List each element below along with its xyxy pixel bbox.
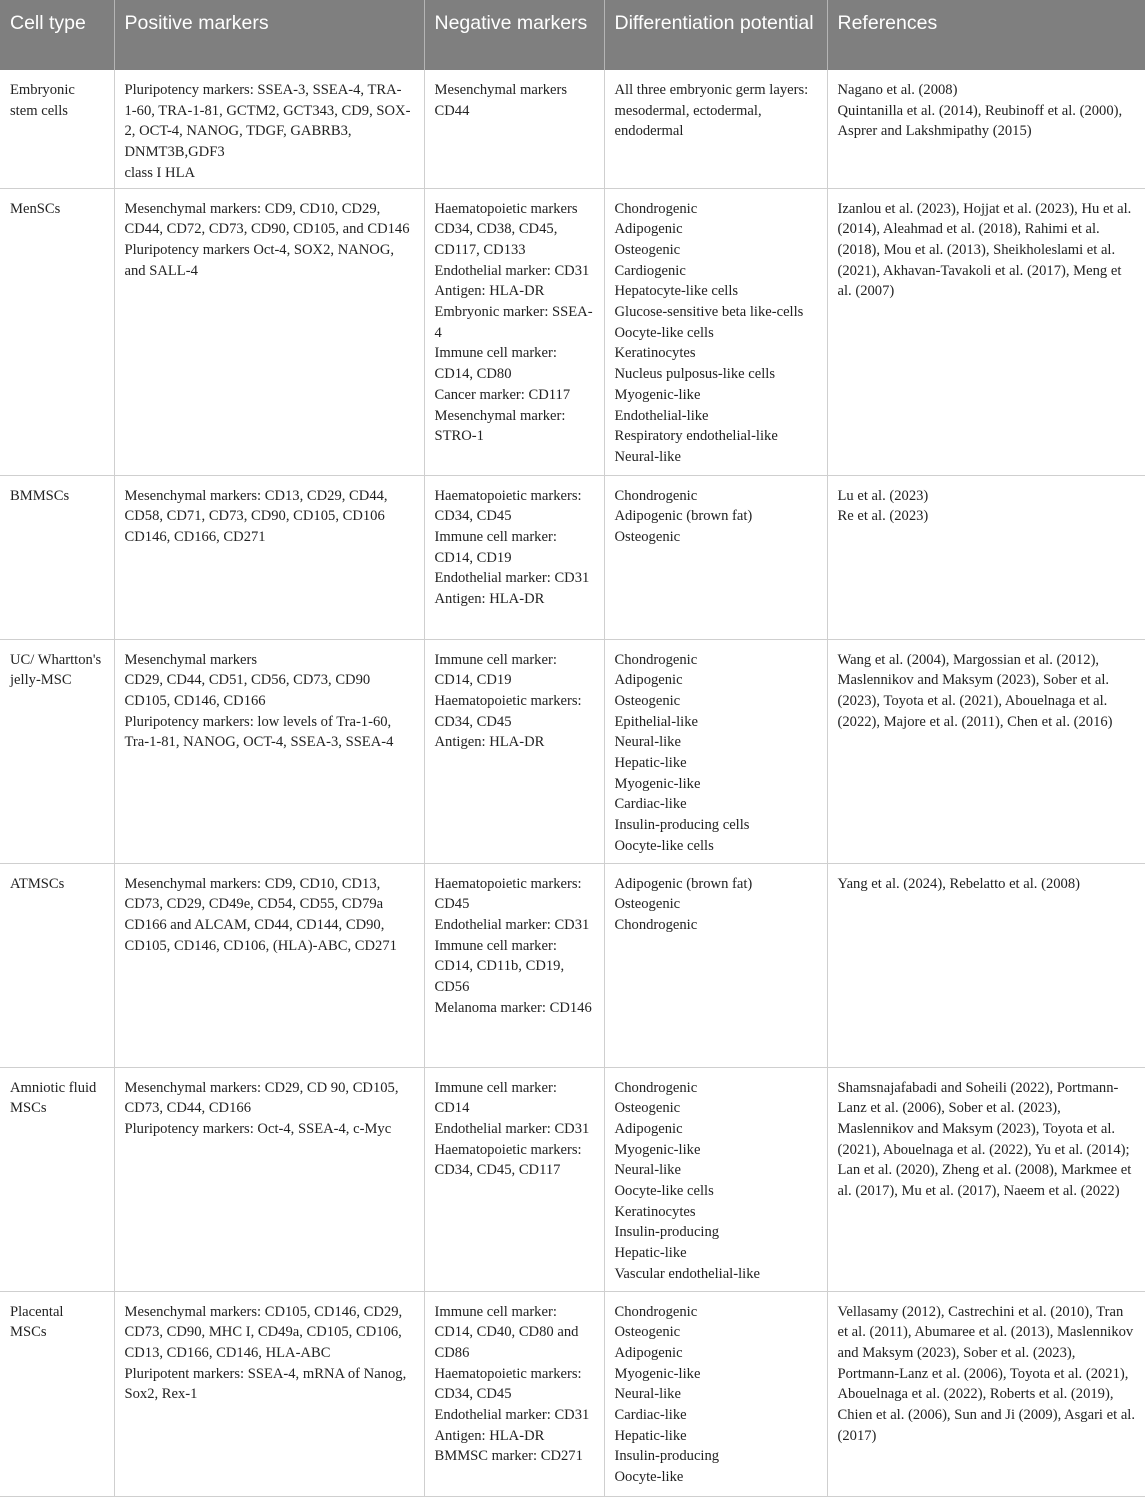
differentiation-potential: Chondrogenic Osteogenic Adipogenic Myogenic-like Neural-like Cardiac-like Hepatic-like Insulin-producing Oocyte-like: [604, 1291, 827, 1496]
negative-markers: Immune cell marker: CD14, CD19 Haematopoietic markers: CD34, CD45 Antigen: HLA-DR: [424, 639, 604, 863]
differentiation-potential: Chondrogenic Adipogenic Osteogenic Cardiogenic Hepatocyte-like cells Glucose-sensitive beta like-cells Oocyte-like cells Keratinocytes Nucleus pulposus-like cells Myogenic-like Endothelial-like Respiratory endothelial-like Neural-like: [604, 188, 827, 475]
references: Nagano et al. (2008) Quintanilla et al. (2014), Reubinoff et al. (2000), Asprer and Lakshmipathy (2015): [827, 70, 1145, 188]
header-positive-markers: Positive markers: [114, 0, 424, 70]
references: Lu et al. (2023) Re et al. (2023): [827, 475, 1145, 639]
table-row: [0, 70, 1145, 188]
differentiation-potential: Adipogenic (brown fat) Osteogenic Chondrogenic: [604, 863, 827, 1067]
negative-markers: Haematopoietic markers: CD34, CD45 Immune cell marker: CD14, CD19 Endothelial marker: CD31 Antigen: HLA-DR: [424, 475, 604, 639]
negative-markers: Haematopoietic markers CD34, CD38, CD45, CD117, CD133 Endothelial marker: CD31 Antigen: HLA-DR Embryonic marker: SSEA-4 Immune cell marker: CD14, CD80 Cancer marker: CD117 Mesenchymal marker: STRO-1: [424, 188, 604, 475]
positive-markers: Mesenchymal markers: CD9, CD10, CD13, CD73, CD29, CD49e, CD54, CD55, CD79a CD166 and ALCAM, CD44, CD144, CD90, CD105, CD146, CD106, (HLA)-ABC, CD271: [114, 863, 424, 1067]
references: Wang et al. (2004), Margossian et al. (2012), Maslennikov and Maksym (2023), Sober et al. (2023), Toyota et al. (2021), Abouelnaga et al. (2022), Majore et al. (2011), Chen et al. (2016): [827, 639, 1145, 863]
negative-markers: Immune cell marker: CD14 Endothelial marker: CD31 Haematopoietic markers: CD34, CD45, CD117: [424, 1067, 604, 1291]
differentiation-potential: Chondrogenic Adipogenic Osteogenic Epithelial-like Neural-like Hepatic-like Myogenic-like Cardiac-like Insulin-producing cells Oocyte-like cells: [604, 639, 827, 863]
cell-type: ATMSCs: [0, 863, 114, 1067]
references: Yang et al. (2024), Rebelatto et al. (2008): [827, 863, 1145, 1067]
negative-markers: Haematopoietic markers: CD45 Endothelial marker: CD31 Immune cell marker: CD14, CD11b, CD19, CD56 Melanoma marker: CD146: [424, 863, 604, 1067]
cell-type: MenSCs: [0, 188, 114, 475]
header-row: [0, 0, 1145, 70]
header-cell-type: Cell type: [10, 12, 86, 34]
table-row: [0, 639, 1145, 863]
negative-markers: Mesenchymal markers CD44: [424, 70, 604, 188]
negative-markers: Immune cell marker: CD14, CD40, CD80 and CD86 Haematopoietic markers: CD34, CD45 Endothelial marker: CD31 Antigen: HLA-DR BMMSC marker: CD271: [424, 1291, 604, 1496]
positive-markers: Mesenchymal markers CD29, CD44, CD51, CD56, CD73, CD90 CD105, CD146, CD166 Pluripotency markers: low levels of Tra-1-60, Tra-1-81, NANOG, OCT-4, SSEA-3, SSEA-4: [114, 639, 424, 863]
table-body: [0, 70, 1145, 1496]
references: Izanlou et al. (2023), Hojjat et al. (2023), Hu et al. (2014), Aleahmad et al. (2018), Rahimi et al. (2018), Mou et al. (2013), Sheikholeslami et al. (2021), Akhavan-Tavakoli et al. (2017), Meng et al. (2007): [827, 188, 1145, 475]
differentiation-potential: All three embryonic germ layers: mesodermal, ectodermal, endodermal: [604, 70, 827, 188]
references: Shamsnajafabadi and Soheili (2022), Portmann-Lanz et al. (2006), Sober et al. (2023), Maslennikov and Maksym (2023), Toyota et al. (2021), Abouelnaga et al. (2022), Yu et al. (2014); Lan et al. (2020), Zheng et al. (2008), Markmee et al. (2017), Mu et al. (2017), Naeem et al. (2022): [827, 1067, 1145, 1291]
table-row: [0, 475, 1145, 639]
cell-type: Embryonic stem cells: [0, 70, 114, 188]
references: Vellasamy (2012), Castrechini et al. (2010), Tran et al. (2011), Abumaree et al. (2013), Maslennikov and Maksym (2023), Sober et al. (2023), Portmann-Lanz et al. (2006), Toyota et al. (2021), Abouelnaga et al. (2022), Roberts et al. (2019), Chien et al. (2006), Sun and Ji (2009), Asgari et al. (2017): [827, 1291, 1145, 1496]
table-row: [0, 1291, 1145, 1496]
cell-type: BMMSCs: [0, 475, 114, 639]
positive-markers: Pluripotency markers: SSEA-3, SSEA-4, TRA-1-60, TRA-1-81, GCTM2, GCT343, CD9, SOX-2, OCT-4, NANOG, TDGF, GABRB3, DNMT3B,GDF3 class I HLA: [114, 70, 424, 188]
differentiation-potential: Chondrogenic Adipogenic (brown fat) Osteogenic: [604, 475, 827, 639]
table-row: [0, 863, 1145, 1067]
table-row: [0, 1067, 1145, 1291]
header-negative-markers: Negative markers: [424, 0, 604, 70]
differentiation-potential: Chondrogenic Osteogenic Adipogenic Myogenic-like Neural-like Oocyte-like cells Keratinocytes Insulin-producing Hepatic-like Vascular endothelial-like: [604, 1067, 827, 1291]
positive-markers: Mesenchymal markers: CD13, CD29, CD44, CD58, CD71, CD73, CD90, CD105, CD106 CD146, CD166, CD271: [114, 475, 424, 639]
positive-markers: Mesenchymal markers: CD9, CD10, CD29, CD44, CD72, CD73, CD90, CD105, and CD146 Pluripotency markers Oct-4, SOX2, NANOG, and SALL-4: [114, 188, 424, 475]
positive-markers: Mesenchymal markers: CD105, CD146, CD29, CD73, CD90, MHC I, CD49a, CD105, CD106, CD13, CD166, CD146, HLA-ABC Pluripotent markers: SSEA-4, mRNA of Nanog, Sox2, Rex-1: [114, 1291, 424, 1496]
header-differentiation-potential: Differentiation potential: [604, 0, 827, 70]
positive-markers: Mesenchymal markers: CD29, CD 90, CD105, CD73, CD44, CD166 Pluripotency markers: Oct-4, SSEA-4, c-Myc: [114, 1067, 424, 1291]
table-header: [0, 0, 1145, 70]
table-row: [0, 188, 1145, 475]
cell-type: UC/ Whartton's jelly-MSC: [0, 639, 114, 863]
header-references: References: [827, 0, 1145, 70]
cell-type: Amniotic fluid MSCs: [0, 1067, 114, 1291]
cell-type: Placental MSCs: [0, 1291, 114, 1496]
